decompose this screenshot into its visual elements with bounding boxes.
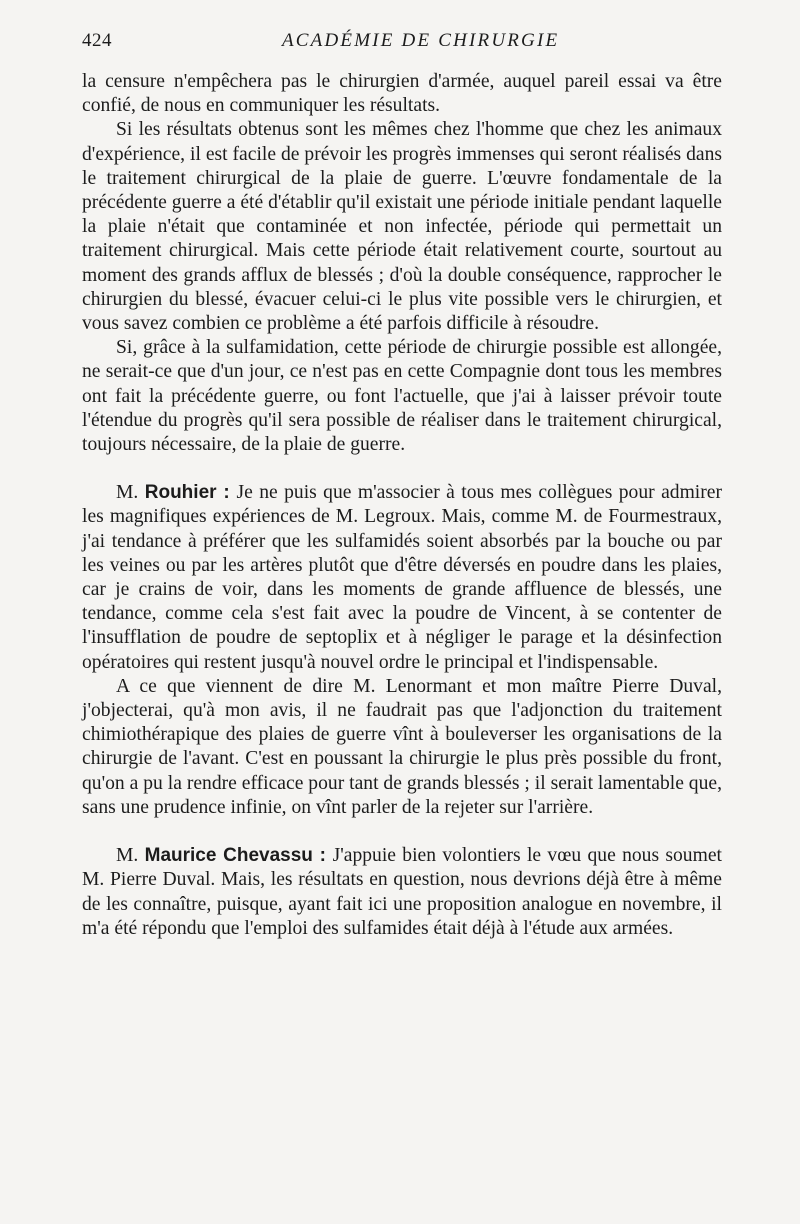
paragraph: Si les résultats obtenus sont les mêmes chez l'homme que chez les animaux d'expérience, il est facile de prévoir les progrès immenses qui seront réalisés dans le traitement chirurgical de la plaie de guerre. L'œuvre fondamentale de la précédente guerre a été d'établir qu'il existait une période initiale pendant laquelle la plaie n'était que contaminée et non infectée, période qui permettait un traitement chirurgical. Mais cette période était relativement courte, sourtout au moment des grands afflux de blessés ; d'où la double conséquence, rapprocher le chirurgien du blessé, évacuer celui-ci le plus vite possible vers le chirurgien, et vous savez combien ce problème a été parfois difficile à résoudre. [82, 119, 722, 335]
speaker-paragraph-rouhier [82, 481, 722, 675]
page-header [82, 30, 722, 58]
speaker-title: M. [116, 482, 145, 504]
paragraph: A ce que viennent de dire M. Lenormant et mon maître Pierre Duval, j'objecterai, qu'à mon avis, il ne faudrait pas que l'adjonction du traitement chimiothérapique des plaies de guerre vînt à bouleverser les organisations de la chirurgie de l'avant. C'est en poussant la chirurgie le plus près possible du front, qu'on a pu la rendre efficace pour tant de grands blessés ; il serait lamentable que, sans une prudence infinie, on vînt parler de la rejeter sur l'arrière. [82, 675, 722, 818]
body-text [82, 70, 722, 941]
paragraph-continuation: la censure n'empêchera pas le chirurgien d'armée, auquel pareil essai va être confié, de nous en communiquer les résultats. [82, 71, 722, 117]
page-number: 424 [82, 30, 112, 51]
speaker-paragraph-chevassu [82, 844, 722, 941]
speaker-title: M. [116, 845, 145, 867]
speaker-colon: : [312, 845, 333, 867]
running-title: ACADÉMIE DE CHIRURGIE [282, 30, 560, 51]
speaker-colon: : [216, 482, 237, 504]
speaker-text: Je ne puis que m'associer à tous mes collègues pour admirer les magnifiques expériences de M. Legroux. Mais, comme M. de Fourmestraux, j'ai tendance à préférer que les sulfamidés soient absorbés par la bouche ou par les veines ou par les artères plutôt que d'être déversés en poudre dans les plaies, car je crains de voir, dans les moments de grande affluence de blessés, une tendance, comme cela s'est fait avec la poudre de Vincent, à se contenter de l'insufflation de poudre de septoplix et à négliger le parage et la désinfection opératoires qui restent jusqu'à nouvel ordre le principal et l'indispensable. [82, 482, 722, 673]
speaker-text: J'appuie bien volontiers le vœu que nous soumet M. Pierre Duval. Mais, les résultats en question, nous devrions déjà être à même de les connaître, puisque, ayant fait ici une proposition analogue en novembre, il m'a été répondu que l'emploi des sulfamides était déjà à l'étude aux armées. [82, 845, 722, 939]
speaker-name: Rouhier [144, 482, 217, 504]
speaker-name: Maurice Chevassu [144, 845, 313, 867]
paragraph: Si, grâce à la sulfamidation, cette période de chirurgie possible est allongée, ne serait-ce que d'un jour, ce n'est pas en cette Compagnie dont tous les membres ont fait la précédente guerre, ou font l'actuelle, que j'ai à laisser prévoir toute l'étendue du progrès qu'il sera possible de réaliser dans le traitement chirurgical, toujours nécessaire, de la plaie de guerre. [82, 337, 722, 456]
